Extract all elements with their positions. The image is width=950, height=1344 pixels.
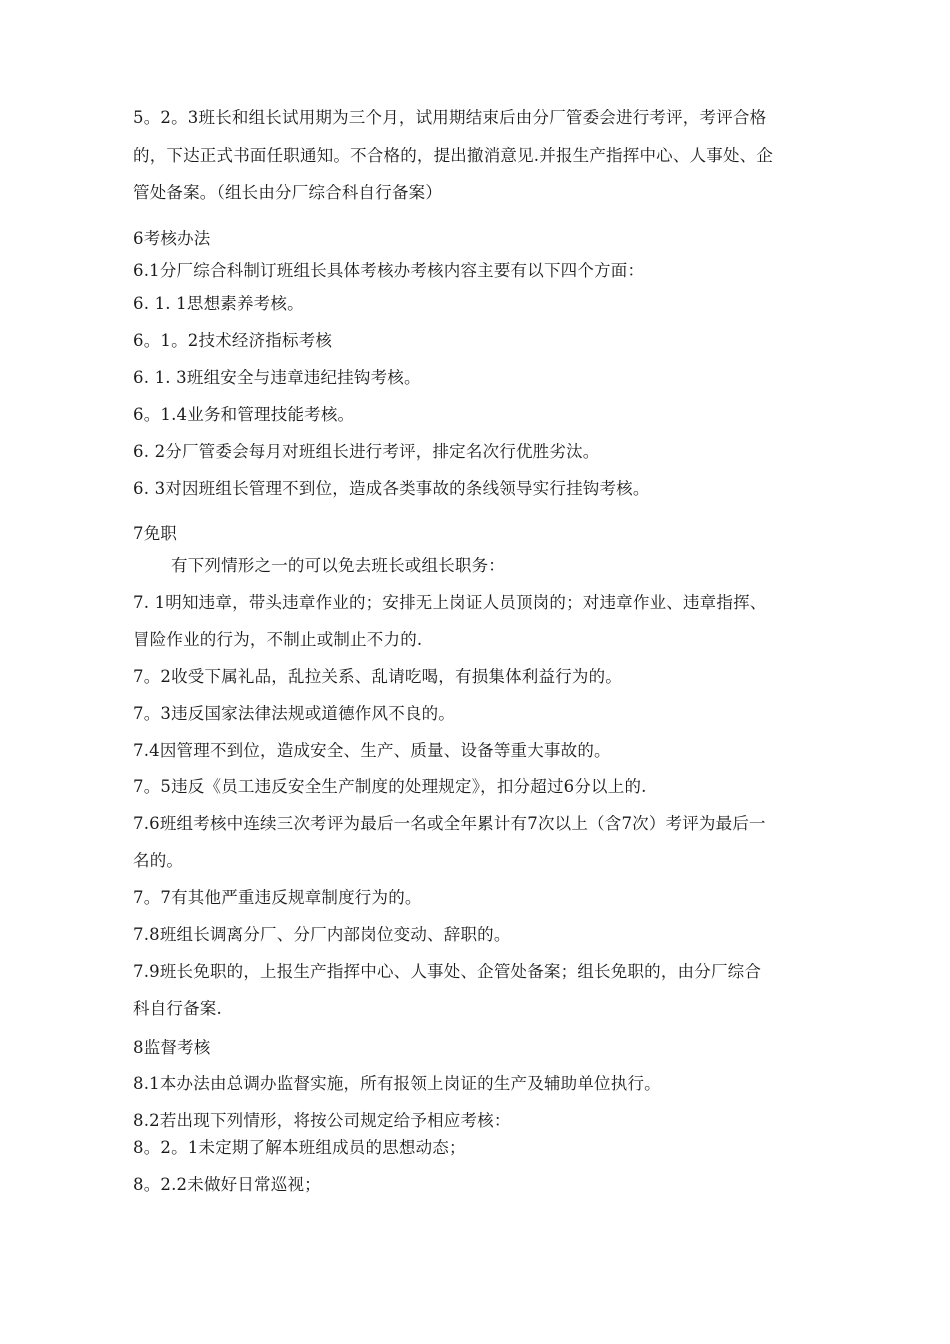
text-line: 7。3违反国家法律法规或道德作风不良的。	[133, 704, 455, 723]
section-heading-7: 7免职	[133, 524, 178, 543]
text-line: 5。2。3班长和组长试用期为三个月，试用期结束后由分厂管委会进行考评，考评合格	[133, 108, 767, 127]
text-line: 科自行备案.	[133, 999, 222, 1018]
text-line: 有下列情形之一的可以免去班长或组长职务：	[171, 556, 505, 575]
text-line: 8.2若出现下列情形，将按公司规定给予相应考核：	[133, 1111, 511, 1130]
text-line: 6。1。2技术经济指标考核	[133, 331, 333, 350]
text-line: 7.8班组长调离分厂、分厂内部岗位变动、辞职的。	[133, 925, 511, 944]
text-line: 6. 1. 3班组安全与违章违纪挂钩考核。	[133, 368, 421, 387]
text-line: 8。2。1未定期了解本班组成员的思想动态；	[133, 1138, 466, 1157]
text-line: 7.4因管理不到位，造成安全、生产、质量、设备等重大事故的。	[133, 741, 611, 760]
text-line: 的，下达正式书面任职通知。不合格的，提出撤消意见.并报生产指挥中心、人事处、企	[133, 146, 774, 165]
text-line: 8。2.2未做好日常巡视；	[133, 1175, 321, 1194]
text-line: 7。2收受下属礼品，乱拉关系、乱请吃喝，有损集体利益行为的。	[133, 667, 622, 686]
text-line: 6.1分厂综合科制订班组长具体考核办考核内容主要有以下四个方面：	[133, 261, 645, 280]
text-line: 6. 3对因班组长管理不到位，造成各类事故的条线领导实行挂钩考核。	[133, 479, 650, 498]
text-line: 名的。	[133, 851, 184, 870]
section-heading-6: 6考核办法	[133, 229, 211, 248]
text-line: 8.1本办法由总调办监督实施，所有报领上岗证的生产及辅助单位执行。	[133, 1074, 661, 1093]
text-line: 7. 1明知违章，带头违章作业的；安排无上岗证人员顶岗的；对违章作业、违章指挥、	[133, 593, 767, 612]
text-line: 7。5违反《员工违反安全生产制度的处理规定》，扣分超过6分以上的.	[133, 777, 647, 796]
text-line: 冒险作业的行为，不制止或制止不力的.	[133, 630, 423, 649]
text-line: 7.6班组考核中连续三次考评为最后一名或全年累计有7次以上（含7次）考评为最后一	[133, 814, 766, 833]
text-line: 7。7有其他严重违反规章制度行为的。	[133, 888, 422, 907]
text-line: 管处备案。（组长由分厂综合科自行备案）	[133, 183, 443, 202]
text-line: 6. 1. 1思想素养考核。	[133, 294, 304, 313]
text-line: 7.9班长免职的，上报生产指挥中心、人事处、企管处备案；组长免职的，由分厂综合	[133, 962, 762, 981]
text-line: 6。1.4业务和管理技能考核。	[133, 405, 355, 424]
text-line: 6. 2分厂管委会每月对班组长进行考评，排定名次行优胜劣汰。	[133, 442, 600, 461]
section-heading-8: 8监督考核	[133, 1038, 211, 1057]
